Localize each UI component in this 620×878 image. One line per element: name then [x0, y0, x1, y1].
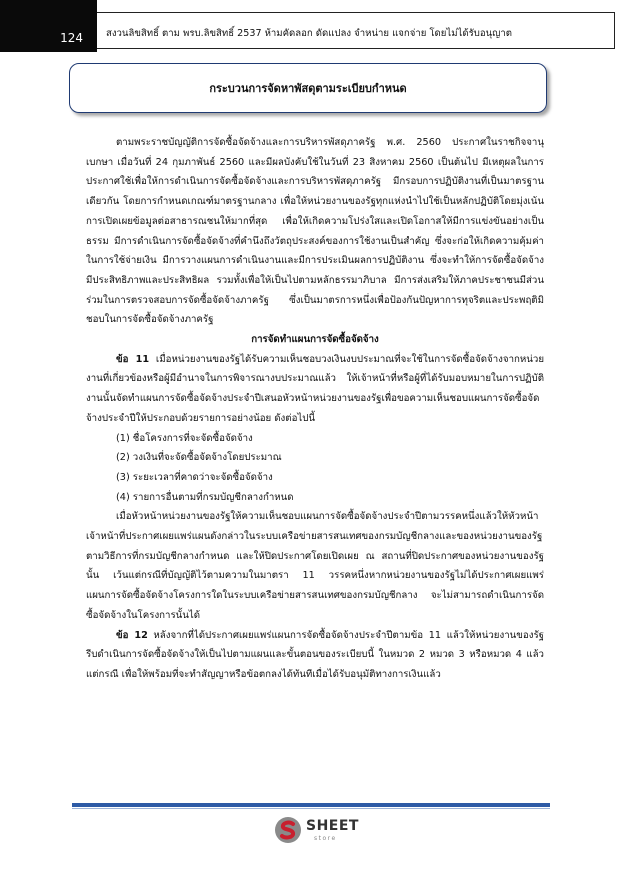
footer-divider-thin — [72, 808, 550, 809]
list-item: (3) ระยะเวลาที่คาดว่าจะจัดซื้อจัดจ้าง — [116, 471, 273, 483]
copyright-header — [97, 12, 615, 49]
article-11-text: เมื่อหน่วยงานของรัฐได้รับความเห็นชอบวงเงินงบประมาณที่จะใช้ในการจัดซื้อจัดจ้างจากหน่วยงานที่เกี่ยวข้องหรือผู้มีอำนาจในการพิจารณางบประมาณแล้ว ให้เจ้าหน้าที่หรือผู้ที่ได้รับมอบหมายในการปฏิบัติงานนั้นจัดทำแผนการจัดซื้อจัดจ้างประจำปีเสนอหัวหน้าหน่วยงานของรัฐเพื่อขอความเห็นชอบแผนการจัดซื้อจัดจ้างประจำปีให้ประกอบด้วยรายการอย่างน้อย ดังต่อไปนี้ — [86, 353, 544, 424]
footer-divider — [72, 803, 550, 807]
logo-mark-icon — [274, 816, 302, 844]
logo-brand: SHEET — [306, 818, 359, 834]
copyright-text: สงวนลิขสิทธิ์ ตาม พรบ.ลิขสิทธิ์ 2537 ห้ามคัดลอก ดัดแปลง จำหน่าย แจกจ่าย โดยไม่ได้รับอนุญาต — [106, 28, 512, 39]
page-number: 124 — [60, 31, 83, 45]
section-heading: การจัดทำแผนการจัดซื้อจัดจ้าง — [251, 334, 379, 346]
page-number-box — [0, 0, 97, 52]
title-box — [69, 63, 547, 113]
intro-paragraph: ตามพระราชบัญญัติการจัดซื้อจัดจ้างและการบริหารพัสดุภาครัฐ พ.ศ. 2560 ประกาศในราชกิจจานุเบกษา เมื่อวันที่ 24 กุมภาพันธ์ 2560 และมีผลบังคับใช้ในวันที่ 23 สิงหาคม 2560 เป็นต้นไป มีเหตุผลในการประกาศใช้เพื่อให้การดำเนินการจัดซื้อจัดจ้างและการบริหารพัสดุภาครัฐ มีกรอบการปฏิบัติงานที่เป็นมาตรฐานเดียวกัน โดยการกำหนดเกณฑ์มาตรฐานกลาง เพื่อให้หน่วยงานของรัฐทุกแห่งนำไปใช้เป็นหลักปฏิบัติโดยมุ่งเน้นการเปิดเผยข้อมูลต่อสาธารณชนให้มากที่สุด เพื่อให้เกิดความโปร่งใสและเปิดโอกาสให้มีการแข่งขันอย่างเป็นธรรม มีการดำเนินการจัดซื้อจัดจ้างที่คำนึงถึงวัตถุประสงค์ของการใช้งานเป็นสำคัญ ซึ่งจะก่อให้เกิดความคุ้มค่าในการใช้จ่ายเงิน มีการวางแผนการดำเนินงานและมีการประเมินผลการปฏิบัติงาน ซึ่งจะทำให้การจัดซื้อจัดจ้างมีประสิทธิภาพและประสิทธิผล รวมทั้งเพื่อให้เป็นไปตามหลักธรรมาภิบาล มีการส่งเสริมให้ภาคประชาชนมีส่วนร่วมในการตรวจสอบการจัดซื้อจัดจ้างภาครัฐ ซึ่งเป็นมาตรการหนึ่งเพื่อป้องกันปัญหาการทุจริตและประพฤติมิชอบในการจัดซื้อจัดจ้างภาครัฐ — [86, 137, 544, 326]
article-12-paragraph — [86, 626, 544, 685]
article-12-text: หลังจากที่ได้ประกาศเผยแพร่แผนการจัดซื้อจัดจ้างประจำปีตามข้อ 11 แล้วให้หน่วยงานของรัฐรีบดำเนินการจัดซื้อจัดจ้างให้เป็นไปตามแผนและขั้นตอนของระเบียบนี้ ในหมวด 2 หมวด 3 หรือหมวด 4 แล้วแต่กรณี เพื่อให้พร้อมที่จะทำสัญญาหรือข้อตกลงได้ทันทีเมื่อได้รับอนุมัติทางการเงินแล้ว — [86, 629, 544, 680]
article-11-paragraph — [86, 350, 544, 429]
sheet-store-logo — [274, 814, 359, 846]
page-title: กระบวนการจัดหาพัสดุตามระเบียบกำหนด — [209, 82, 407, 95]
list-item: (1) ชื่อโครงการที่จะจัดซื้อจัดจ้าง — [116, 432, 253, 444]
document-body — [86, 133, 544, 685]
list-item: (4) รายการอื่นตามที่กรมบัญชีกลางกำหนด — [116, 491, 294, 503]
article-12-label: ข้อ 12 — [116, 629, 148, 641]
logo-brand-sub: store — [314, 835, 337, 842]
article-11-closing: เมื่อหัวหน้าหน่วยงานของรัฐให้ความเห็นชอบแผนการจัดซื้อจัดจ้างประจำปีตามวรรคหนึ่งแล้วให้หัวหน้าเจ้าหน้าที่ประกาศเผยแพร่แผนดังกล่าวในระบบเครือข่ายสารสนเทศของกรมบัญชีกลางและของหน่วยงานของรัฐตามวิธีการที่กรมบัญชีกลางกำหนด และให้ปิดประกาศโดยเปิดเผย ณ สถานที่ปิดประกาศของหน่วยงานของรัฐนั้น เว้นแต่กรณีที่บัญญัติไว้ตามความในมาตรา 11 วรรคหนึ่งหากหน่วยงานของรัฐไม่ได้ประกาศเผยแพร่แผนการจัดซื้อจัดจ้างโครงการใดในระบบเครือข่ายสารสนเทศของกรมบัญชีกลาง จะไม่สามารถดำเนินการจัดซื้อจัดจ้างในโครงการนั้นได้ — [86, 511, 544, 621]
list-item: (2) วงเงินที่จะจัดซื้อจัดจ้างโดยประมาณ — [116, 452, 282, 464]
article-11-label: ข้อ 11 — [116, 353, 150, 365]
